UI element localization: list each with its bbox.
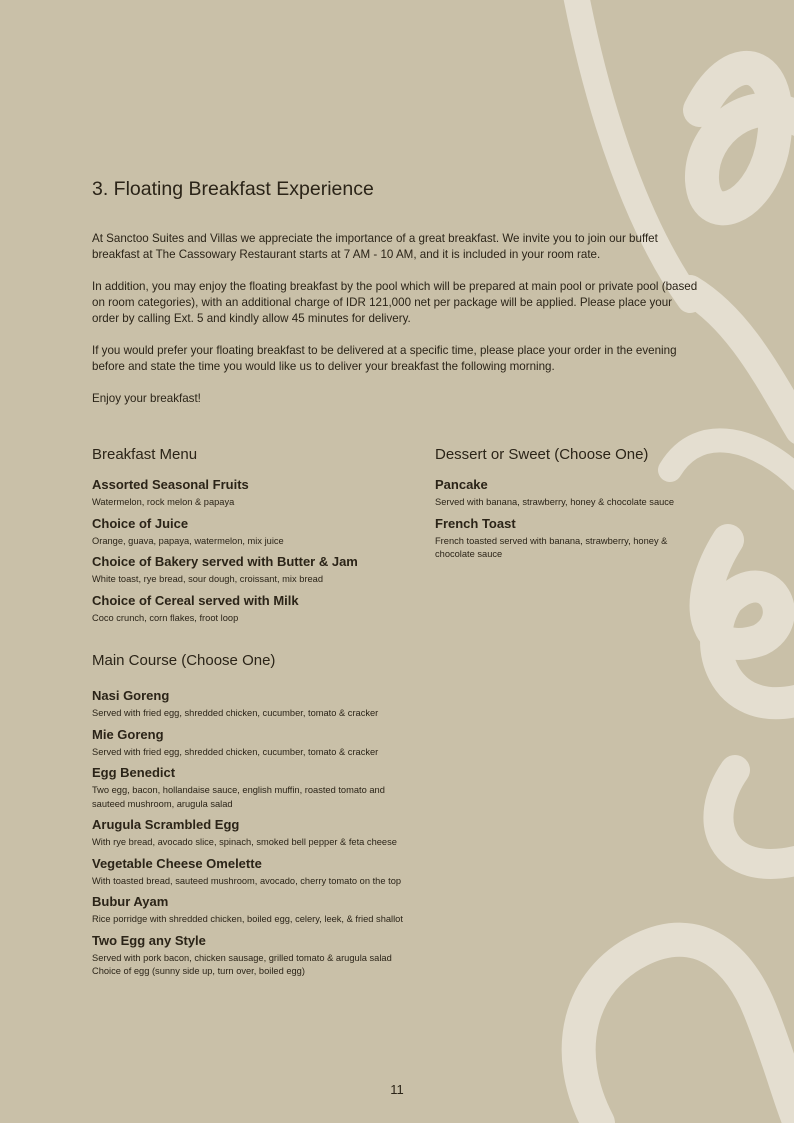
intro-paragraph: Enjoy your breakfast! xyxy=(92,392,201,405)
intro-text xyxy=(92,231,702,423)
menu-item-name: Egg Benedict xyxy=(92,765,176,780)
menu-item-description: White toast, rye bread, sour dough, croissant, mix bread xyxy=(92,574,323,584)
menu-item xyxy=(92,593,422,626)
main-course-menu xyxy=(92,652,452,985)
page-content xyxy=(92,0,702,1123)
menu-item xyxy=(92,516,422,549)
breakfast-menu xyxy=(92,446,422,631)
menu-item xyxy=(92,554,422,587)
menu-item-name: French Toast xyxy=(435,515,516,531)
menu-item-description: Two egg, bacon, hollandaise sauce, english muffin, roasted tomato and sauteed mushroom, arugula salad xyxy=(92,785,385,809)
menu-heading: Main Course (Choose One) xyxy=(92,652,276,669)
menu-item xyxy=(92,933,452,979)
menu-item-description: Rice porridge with shredded chicken, boiled egg, celery, leek, & fried shallot xyxy=(92,914,403,924)
menu-item xyxy=(435,477,710,510)
menu-item xyxy=(92,856,452,889)
intro-paragraph: If you would prefer your floating breakfast to be delivered at a specific time, please place your order in the evening before and state the time you would like us to deliver your breakfast the following morning. xyxy=(92,344,677,373)
menu-item-name: Vegetable Cheese Omelette xyxy=(92,855,262,871)
menu-item-description: Served with pork bacon, chicken sausage, grilled tomato & arugula salad Choice of egg (sunny side up, turn over, boiled egg) xyxy=(92,952,392,976)
menu-item-description: Served with banana, strawberry, honey & chocolate sauce xyxy=(435,497,675,507)
menu-item-name: Nasi Goreng xyxy=(92,688,170,703)
menu-item-name: Arugula Scrambled Egg xyxy=(92,817,240,832)
page-number: 11 xyxy=(390,1082,404,1097)
intro-paragraph: In addition, you may enjoy the floating breakfast by the pool which will be prepared at main pool or private pool (based on room categories), with an additional charge of IDR 121,000 net per package will be applied. Please place your order by calling Ext. 5 and kindly allow 45 minutes for delivery. xyxy=(92,280,698,325)
menu-item xyxy=(92,477,422,510)
menu-item-description: French toasted served with banana, strawberry, honey & chocolate sauce xyxy=(435,535,668,559)
menu-item xyxy=(92,727,452,760)
menu-heading: Breakfast Menu xyxy=(92,446,198,463)
menu-item xyxy=(92,894,452,927)
menu-item-name: Mie Goreng xyxy=(92,726,164,742)
menu-item-description: With toasted bread, sauteed mushroom, avocado, cherry tomato on the top xyxy=(92,875,402,886)
intro-paragraph: At Sanctoo Suites and Villas we appreciate the importance of a great breakfast. We invite you to join our buffet breakfast at The Cassowary Restaurant starts at 7 AM - 10 AM, and it is included in your room rate. xyxy=(92,232,658,261)
menu-item-name: Bubur Ayam xyxy=(92,894,169,909)
menu-heading: Dessert or Sweet (Choose One) xyxy=(435,446,649,463)
dessert-menu xyxy=(435,446,710,568)
menu-item xyxy=(92,817,452,850)
menu-item-name: Choice of Cereal served with Milk xyxy=(92,592,299,608)
menu-item-name: Assorted Seasonal Fruits xyxy=(92,477,249,492)
menu-item-description: Served with fried egg, shredded chicken, cucumber, tomato & cracker xyxy=(92,746,379,757)
menu-item-description: Served with fried egg, shredded chicken, cucumber, tomato & cracker xyxy=(92,708,379,718)
menu-item-description: Coco crunch, corn flakes, froot loop xyxy=(92,612,239,623)
menu-item-name: Choice of Bakery served with Butter & Jam xyxy=(92,554,358,569)
menu-item xyxy=(92,765,452,811)
menu-item-description: With rye bread, avocado slice, spinach, smoked bell pepper & feta cheese xyxy=(92,837,397,847)
menu-item-description: Watermelon, rock melon & papaya xyxy=(92,497,235,507)
menu-item-name: Pancake xyxy=(435,477,488,492)
menu-item xyxy=(92,688,452,721)
menu-item-name: Choice of Juice xyxy=(92,515,189,531)
menu-item-name: Two Egg any Style xyxy=(92,932,206,948)
section-title: 3. Floating Breakfast Experience xyxy=(92,178,374,200)
menu-item-description: Orange, guava, papaya, watermelon, mix juice xyxy=(92,535,284,546)
menu-item xyxy=(435,516,710,562)
